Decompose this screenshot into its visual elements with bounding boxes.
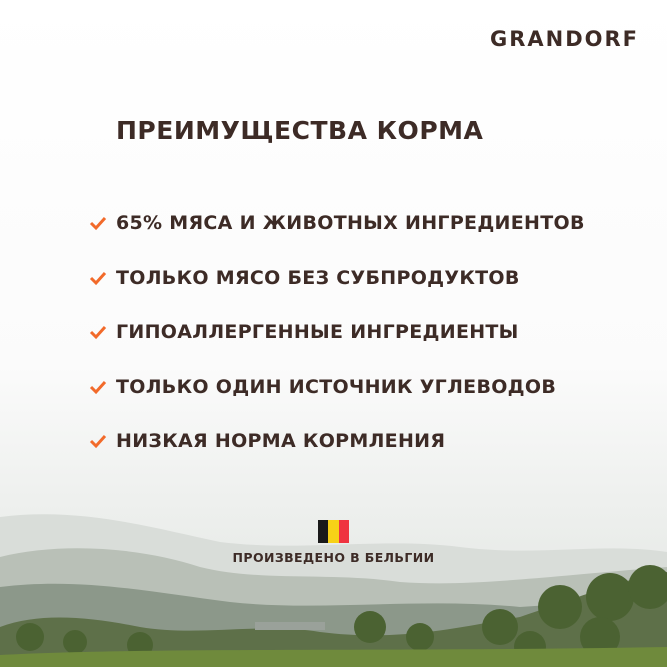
check-icon [88,268,108,288]
check-icon [88,431,108,451]
check-icon [88,322,108,342]
flag-stripe-red [339,520,349,543]
landscape-image [0,487,667,667]
check-icon [88,213,108,233]
flag-stripe-yellow [328,520,338,543]
check-icon [88,377,108,397]
list-item [88,305,585,360]
brand-logo: GRANDORF [489,27,639,51]
flag-stripe-black [318,520,328,543]
benefit-label: НИЗКАЯ НОРМА КОРМЛЕНИЯ [116,430,446,453]
belgium-flag-icon [318,520,349,543]
benefit-label: ТОЛЬКО ОДИН ИСТОЧНИК УГЛЕВОДОВ [116,375,557,398]
benefit-label: ТОЛЬКО МЯСО БЕЗ СУБПРОДУКТОВ [116,266,520,289]
list-item [88,414,585,469]
list-item [88,196,585,251]
list-item [88,251,585,306]
benefits-list [88,196,585,469]
benefit-label: 65% МЯСА И ЖИВОТНЫХ ИНГРЕДИЕНТОВ [116,212,585,235]
page-title: ПРЕИМУЩЕСТВА КОРМА [116,116,484,145]
origin-label: ПРОИЗВЕДЕНО В БЕЛЬГИИ [232,550,435,565]
list-item [88,360,585,415]
benefit-label: ГИПОАЛЛЕРГЕННЫЕ ИНГРЕДИЕНТЫ [116,321,519,344]
